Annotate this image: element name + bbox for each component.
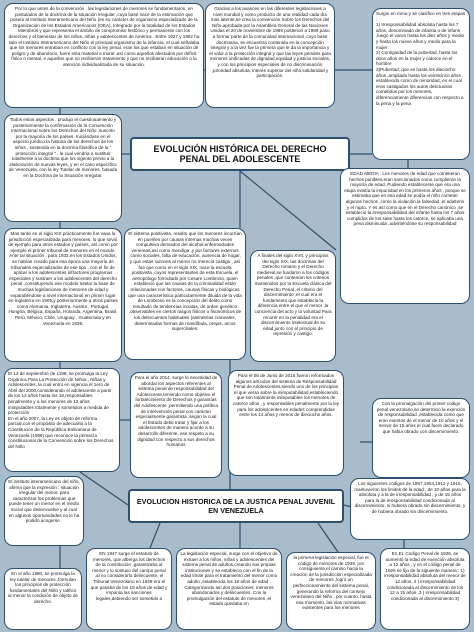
box-edad-media: EDAD MEDIA : Los menores de edad que cometieran hechos punibles,eran sancionados como cumplieran la mayoría de edad. Pudiendo establecerse que era una etapa existía la impunidad en los primeros años , porque se estimaba que en esa edad se podía el niño cometer algunos hechos ,como la violación,la falsedad ,el adulterio y el rapto. Y es así como que en el Derecho canónico ,se establecio la irresponsabilidad del infante hasta los 7 años cumplidos de los siete hasta los catorce, se aplicaba una pena disminuida ,advirtiéndose su responsabilidad [340, 168, 470, 304]
box-reforma-2015: Para el 08 de Junio de 2015,fueron reformados algunos artículos del sistema de Responsabilidad Penal de Adolescentes,siendo uno de los principios el que versa sobre la inimputabilidad,estableciendo que son totalmente inimputables los menores de catorce años , y responsables penalmente por la ley para los adolescentes en edades comprendidas entre los 14 años y menos de dieciocho años. [228, 370, 344, 476]
box-instituto-interamericano: El instituto interamericano del niño, afirma que la expresión : situación irregular del menor, para caracterizar los problemas que puede tener un menor en el medio social que desenvuelve y al cual en algunos oportunidades no le ha podido acogerse . [4, 476, 84, 546]
box-escuela-clasica: A finales del siglo XVII, y principios del siglo XIX, las doctrinas del Derecho romano y el Derecho medieval,se fundaron a los códigos penales ,que contenían los criterios mantenidos por la Escuela clásica del Derecho Penal ,el criterio del discernimiento ,el cual era el fundamento que establecía la diferencia entre el que el menor ,la conciencia del acto y la voluntad Para recurrir en la penalidad era el discernimiento intelectual de su edad,junto con el principio de represión y castigo. [250, 250, 336, 362]
box-codigo-penal-1926: En EL Codigo Penal de 1926, se aumentó la edad de exención absoluta a 12 años , y en el código penal de 1926 se fijo de la siguiente manera : 1) irresponsabilidad absoluta del menor de 12 años, 2 ) irresponsabilidad condicionada al discernimiento de los 12 a 15 años ,3 ) irresponsabilidad condicionada al discernimiento 3) [380, 548, 470, 630]
box-codigos-1897-1915: Los siguientes codigos de 1897,1904,1912 y 1915, mantuvieron los limites de la edad , de 10 años para la absoluta y a la de irresponsabilidad , y de 15 años para la de irresponsabilidad condicionada al discernimiento, si hubiera obrado sin discernimiento, y de hubiera obrado sin discernimiento. [350, 478, 470, 540]
box-ley-tutelar-1980: En el año 1980, se promulga la ley tutelar de menores ,formulan los principios de protección fundamentales del Niño y ratifico al menor la condición de objeto de derecho. [4, 568, 82, 630]
box-primer-codigo-penal: Con la promulgación del primer codigo penal venezolano,se determino la exención de responsabilidad ,establecida como que eran exentos de el menor de 10 años y el menor de 15 años el cual fuere declarado que habia obrado con discernimiento. [372, 398, 470, 478]
box-situacion-irregular: Por lo que antes de la convención , las legislaciones de menores se fundamentaron, en postulados de la doctrina de la situación irregular ,cuya base nace de la estimación que poseía al Instituto Interamericano del Niño (en su carácter de organismo especializado de la Organización de los Estados Americanos (OEA), Integrado por la totalidad de los Estados Miembros y que representa el ámbito de compromiso histórico y permanente con los derechos y el bienestar de los niños, niñas y adolescentes de América . Entre 1927 y 1962 ha sido el Instituto Interamericano del Niño el principal organismo de la infancia, el cual señalaba que los menores entraban en conflicto con la ley penal, eran los que estaban en situación de peligro y de abandono, fuere esta material o moral ,así como aquellos afectados por déficit físico o mental, e aquellos que no recibieran tratamiento y que no recibieran educación o la atención individualizada de su situación. [4, 3, 204, 108]
box-proteccion-integral: Todos estos aspectos , produjo el cuestionamiento y posteriormente la confirmación de la Convención Internacional sobre los Derechos del Niño ,suscrito por la mayoría de los países. Iniciándose en el aspecto jurídico.la historia de los derechos de los niños , sostenida en la doctrina filosófica de la " protección integral " , la cual vendría a sustituir totalmente a la doctrina que los vigente previo a la elaboración de nuevas leyes, y en el caso específico de Venezuela, con la ley Tutelar de menores, basada en la Doctrina de la Situación Irregular. [4, 114, 122, 222]
box-roma-tres-etapas: Surgio en roma y se clasifico en tres etapas : 1) Irresponsabilidad absoluta hasta los 7 años, denominado de infantia o de infans ,luego el varon hasta los diez años y medio y hasta los nueve años y medio para la mujer 2) Contiguidad de la pubertad, hasta los doce años en la mujer y catorce en el hombre 3)Pubertad, que es hasta los dieciocho años ,ampliado hasta los veinticinco años , establecido como de minoridad, en el cual eran castigados los autos delictuosos cometidos por los menores, diferenciamente diferencias con respecto a la pena y la pena [372, 8, 470, 160]
box-escuela-positivista: El sistema positivista, resalto que los menores incurrían en pueriles por causas internas muchas veces compulsiva derivados del alcohol,enfermedades venereas,así como mendiga ,y por factores externos ,como sociales, falta de educación, ausencia de hogar, y que estas razones al menor no merecía castigo , así fue que como en el siglo XIX, nace la escuela positivista ,cuyos representantes de esta Escuela, el antropólogo formulado por Cesare Lombroso, quien estableció que las causas de la criminalidad están relacionadas con factores, causas físicas y biológicas que una característica particularmente diluida de la vida de Lombroso es la concepción del delito como resultado de tendencias innatas, de orden genético ,observables en ciertos rasgos físicos o fisonómicos de los delincuentes habituales (asimetrías craneales, determinadas formas de mandíbula, orejas, arcos superciliales. [124, 228, 246, 360]
box-codigo-menores-1939: la primera legislación especial, fue el código de menores de 1939, por consiguiente,el camino hacia la creación de la jurisdicción especializada de menores ,logró un perfeccionamiento del sistema penal, generando la reforma del consejo venezolano del Niño , por cuanto, hasta esa momento, las vías normativas existentes para los menores [286, 552, 376, 630]
box-lopnna-1998: El 13 de septiembre de 1198, se promulga la Ley Orgánica Para La Protección de Niños , Niñas y Adolescentes, la cual entro en vigencia el 1ero de Abril del 2000,considerando el adolescente a partir de los 12 años hasta los 18,responsables penalmente y a los menores de 12 años inimputables totalmente y sometidos a medida de protección En el año 2007, la Ley es objeto de reforma parcial,con el propósito de adecuarla a la Constitución de la República Bolivariana de Venezuela (1999) que reconoce la primacía constitucional de la Convención sobre los Derechos del Niño [4, 368, 120, 472]
box-convencion-derechos-nino: Gracias a los avances en las diferentes legislaciones a nivel mundial y como producto de una realidad cada día más latente,se crea la convención Sobre los Derechos del Niño,aprobada por la Asamblea General de las Naciones Unidas el 20 de noviembre de 1989 posteriori a 1989 paso a formar parte de la comunidad internacional ,cuyo base doctrinaria, se encuentra contenida en la concepción integral y a la vez fue la primera que le da la importancia y el valor a la protección integral y que las leyes penales para menores unificadas de dignidad,equidad y justicia sociales, y con los principios especiales de no discriminación ,prioridad absoluta, interés superior del niño,solidaridad y participación. [205, 3, 335, 108]
box-reforma-2014: Para el año 2014, surge la necesidad de abordar los aspectos referentes al sistema penal de responsabilidad del Adolescente,teniendo como objetivo el fortalecimiento de Derechos y garantías del Adolescente ,permitiendo una política de intervención penal con carácter especialmente garantista ,según la cual el Estado debe tratar y fijar a los adolescentes de manera acorde a su desarrollo diferente, ese respeto a su dignidad con respecto a sus derechos humanos [130, 372, 222, 478]
box-siglo-xix-tribunales: Mas tarde en el siglo XIX prácticamente fue vana la jurisdicción especializada para menores, lo que sirvió de ejemplo para otros estados y países, así como por ejemplo el primer tribunal de menores en el mundo. Ante tal situación , para 1932,en los Estados Unidos, se habían creado para esa época una mayoría de tribunales especializados de ese tipo , con el fin de aplicar a los adolescentes infractores programas especiales y sustraer a los adolescentes del derecho penal ,constituyendo ese modelo tutelar la base de muchas legislaciones de menores de edad y expandiéndose a nivel internacional en primer lugar en Inglaterra en 1905,y posteriormente a otros países como Alemania, Inglaterra, Austria , Portugal, Hungría, Bélgica, España, Holanda, Argentina, Brasil, Perú, México, Chile, Uruguay , Guatemala y en Venezuela en 1939. [4, 228, 122, 362]
box-estatuto-menores-1947: EN 1947 surge el estatuto de menores, que alberga los derechos de la constitución ,garantizaba al menor y lo sostuvo del campo penal ,al no considerarlo delincuente, el Tribunal Venezolano en 1949 era el que pasaba de los 18 años de edad y imponía las sanciones legales,debiendo ser sometido a [86, 548, 172, 630]
second-title: EVOLUCION HISTORICA DE LA JUSTICA PENAL JUVENIL EN VENEZUELA [128, 489, 344, 523]
main-title: EVOLUCIÓN HISTÓRICA DEL DERECHO PENAL DEL ADOLESCENTE [130, 137, 350, 171]
box-legislacion-especial: La legislación especial, surge con el objetivo de extraer a los niños, niñas y adolescentes del sistema penal de adultos,creando sus propias instituciones y se establecio con el fin de la edad límite para el tratamiento del menor como adulto ,establecida los 18 años de edad . Categorizando así,dos posiciones: menores abandonados y delincuentes. Con la promulgación del estatuto de menores ,el estado quedaba en [176, 548, 282, 630]
